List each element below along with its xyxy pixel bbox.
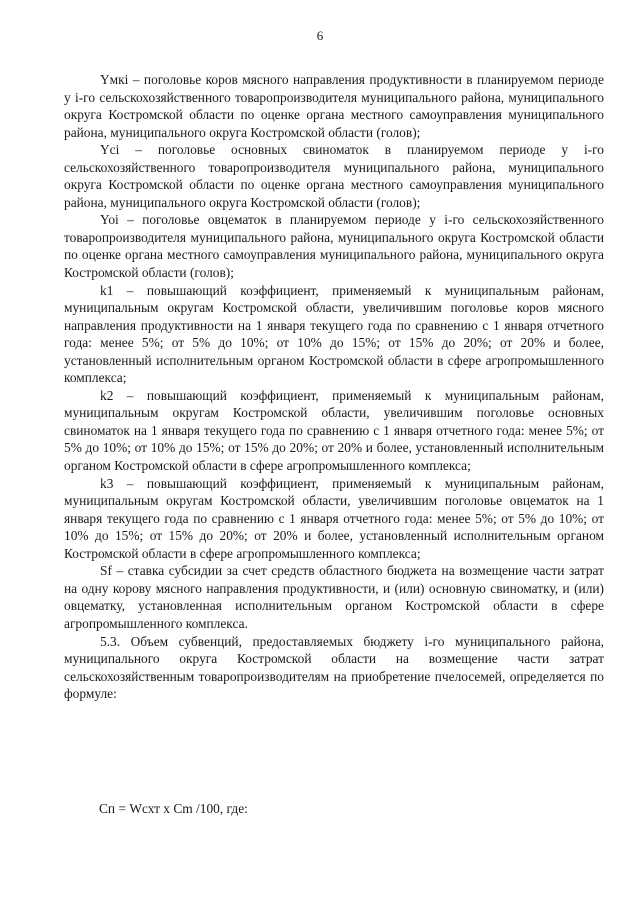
definition-k3: k3 – повышающий коэффициент, применяемый к муниципальным районам, муниципальным округам Костромской области, увеличившим поголовье овцематок на 1 января текущего года по сравнению с 1 января отчетного года: менее 5%; от 5% до 10%; от 10% до 15%; от 15% до 20%; от 20% и более, установленный исполнительным органом Костромской области в сфере агропромышленного комплекса;: [64, 475, 604, 561]
definition-ymk: Yмкі – поголовье коров мясного направления продуктивности в планируемом периоде у і-го сельскохозяйственного товаропроизводителя муниципального района, муниципального округа Костромской области по оценке органа местного самоуправления муниципального района, муниципального округа Костромской области (голов);: [64, 72, 604, 140]
document-body: [64, 71, 604, 703]
page-number: 6: [316, 28, 324, 43]
formula: Сп = Wсхт x Сm /100, где:: [99, 801, 248, 816]
section-5-3: 5.3. Объем субвенций, предоставляемых бюджету і-го муниципального района, муниципального округа Костромской области на возмещение части затрат сельскохозяйственным товаропроизводителям на приобретение пчелосемей, определяется по формуле:: [64, 633, 604, 702]
definition-k2: k2 – повышающий коэффициент, применяемый к муниципальным районам, муниципальным округам Костромской области, увеличившим поголовье основных свиноматок на 1 января текущего года по сравнению с 1 января отчетного года: менее 5%; от 5% до 10%; от 10% до 15%; от 15% до 20%; от 20% и более, установленный исполнительным органом Костромской области в сфере агропромышленного комплекса;: [64, 387, 604, 474]
definition-k1: k1 – повышающий коэффициент, применяемый к муниципальным районам, муниципальным округам Костромской области, увеличившим поголовье коров мясного направления продуктивности на 1 января текущего года по сравнению с 1 января отчетного года: менее 5%; от 5% до 10%; от 10% до 15%; от 15% до 20%; от 20% и более, установленный исполнительным органом Костромской области в сфере агропромышленного комплекса;: [64, 282, 604, 386]
definition-sf: Sf – ставка субсидии за счет средств областного бюджета на возмещение части затрат на одну корову мясного направления продуктивности, и (или) основную свиноматку, и (или) овцематку, установленная исполнительным органом Костромской области в сфере агропромышленного комплекса.: [64, 563, 604, 631]
definition-ysi: Yсі – поголовье основных свиноматок в планируемом периоде у і-го сельскохозяйственного товаропроизводителя муниципального района, муниципального округа Костромской области по оценке органа местного самоуправления муниципального района, муниципального округа Костромской области (голов);: [64, 142, 604, 210]
definition-yoi: Yoi – поголовье овцематок в планируемом периоде у і-го сельскохозяйственного товаропроизводителя муниципального района, муниципального округа Костромской области по оценке органа местного самоуправления муниципального района, муниципального округа Костромской области (голов);: [64, 212, 604, 281]
